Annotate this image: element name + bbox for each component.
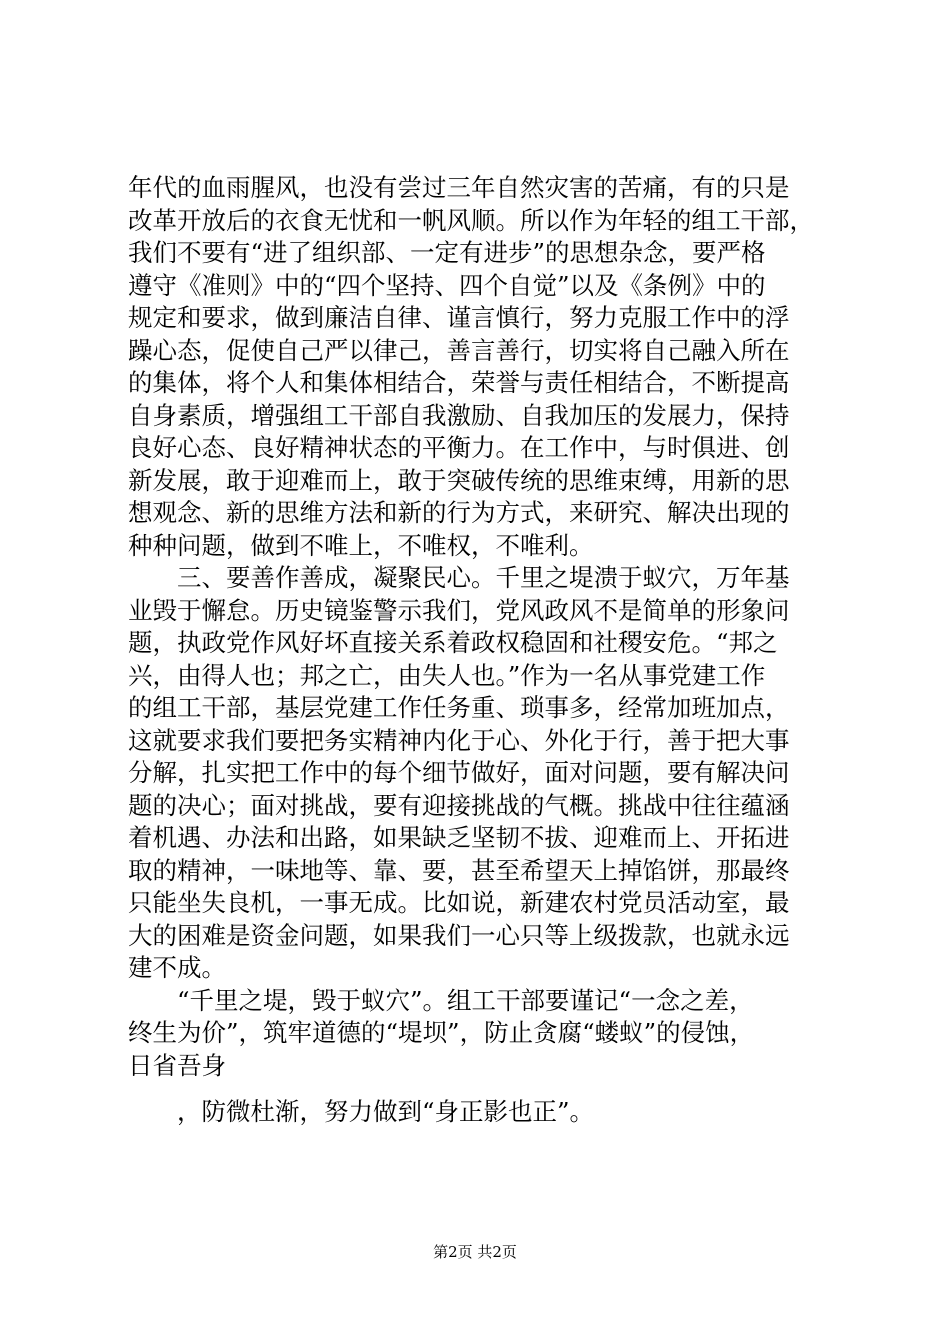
text-line: 大的困难是资金问题，如果我们一心只等上级拨款，也就永远 [128,920,790,950]
text-line: 题的决心；面对挑战，要有迎接挑战的气概。挑战中往往蕴涵 [128,790,790,820]
text-line: 想观念、新的思维方法和新的行为方式，来研究、解决出现的 [128,498,790,527]
text-line: 只能坐失良机，一事无成。比如说，新建农村党员活动室，最 [128,888,790,917]
text-line: 建不成。 [128,953,226,982]
document-body [128,172,828,1129]
text-line: 改革开放后的衣食无忧和一帆风顺。所以作为年轻的组工干部， [128,205,814,235]
text-line: 日省吾身 [128,1050,226,1080]
text-line: ，防微杜渐，努力做到“身正影也正”。 [128,1097,595,1126]
text-line: 自身素质，增强组工干部自我激励、自我加压的发展力，保持 [128,400,790,430]
text-line: 规定和要求，做到廉洁自律、谨言慎行，努力克服工作中的浮 [128,303,790,332]
text-line: 良好心态、良好精神状态的平衡力。在工作中，与时俱进、创 [128,433,790,462]
page-number: 第2页 共2页 [433,1243,517,1261]
text-line: 这就要求我们要把务实精神内化于心、外化于行，善于把大事 [128,725,790,755]
text-line: 终生为价”，筑牢道德的“堤坝”，防止贪腐“蝼蚁”的侵蚀， [128,1018,755,1047]
text-line: 的集体，将个人和集体相结合，荣誉与责任相结合，不断提高 [128,368,790,397]
text-line: 兴，由得人也；邦之亡，由失人也。”作为一名从事党建工作 [128,660,766,690]
text-line: 题，执政党作风好坏直接关系着政权稳固和社稷安危。“邦之 [128,628,778,657]
text-line: 遵守《准则》中的“四个坚持、四个自觉”以及《条例》中的 [128,270,766,300]
text-line: 业毁于懈怠。历史镜鉴警示我们，党风政风不是简单的形象问 [128,595,790,625]
text-line: 取的精神，一味地等、靠、要，甚至希望天上掉馅饼，那最终 [128,855,790,885]
text-line: 分解，扎实把工作中的每个细节做好，面对问题，要有解决问 [128,758,790,787]
text-line: 着机遇、办法和出路，如果缺乏坚韧不拔、迎难而上、开拓进 [128,823,790,852]
text-line: 我们不要有“进了组织部、一定有进步”的思想杂念，要严格 [128,238,766,267]
text-line: 躁心态，促使自己严以律己，善言善行，切实将自己融入所在 [128,335,790,365]
text-line: “千里之堤，毁于蚁穴”。组工干部要谨记“一念之差， [128,985,754,1015]
text-line: 年代的血雨腥风，也没有尝过三年自然灾害的苦痛，有的只是 [128,173,790,202]
text-line: 新发展，敢于迎难而上，敢于突破传统的思维束缚，用新的思 [128,465,790,495]
text-line: 种种问题，做到不唯上，不唯权，不唯利。 [128,530,594,560]
text-line: 三、要善作善成，凝聚民心。千里之堤溃于蚁穴，万年基 [128,563,790,592]
text-line: 的组工干部，基层党建工作任务重、琐事多，经常加班加点， [128,693,790,722]
